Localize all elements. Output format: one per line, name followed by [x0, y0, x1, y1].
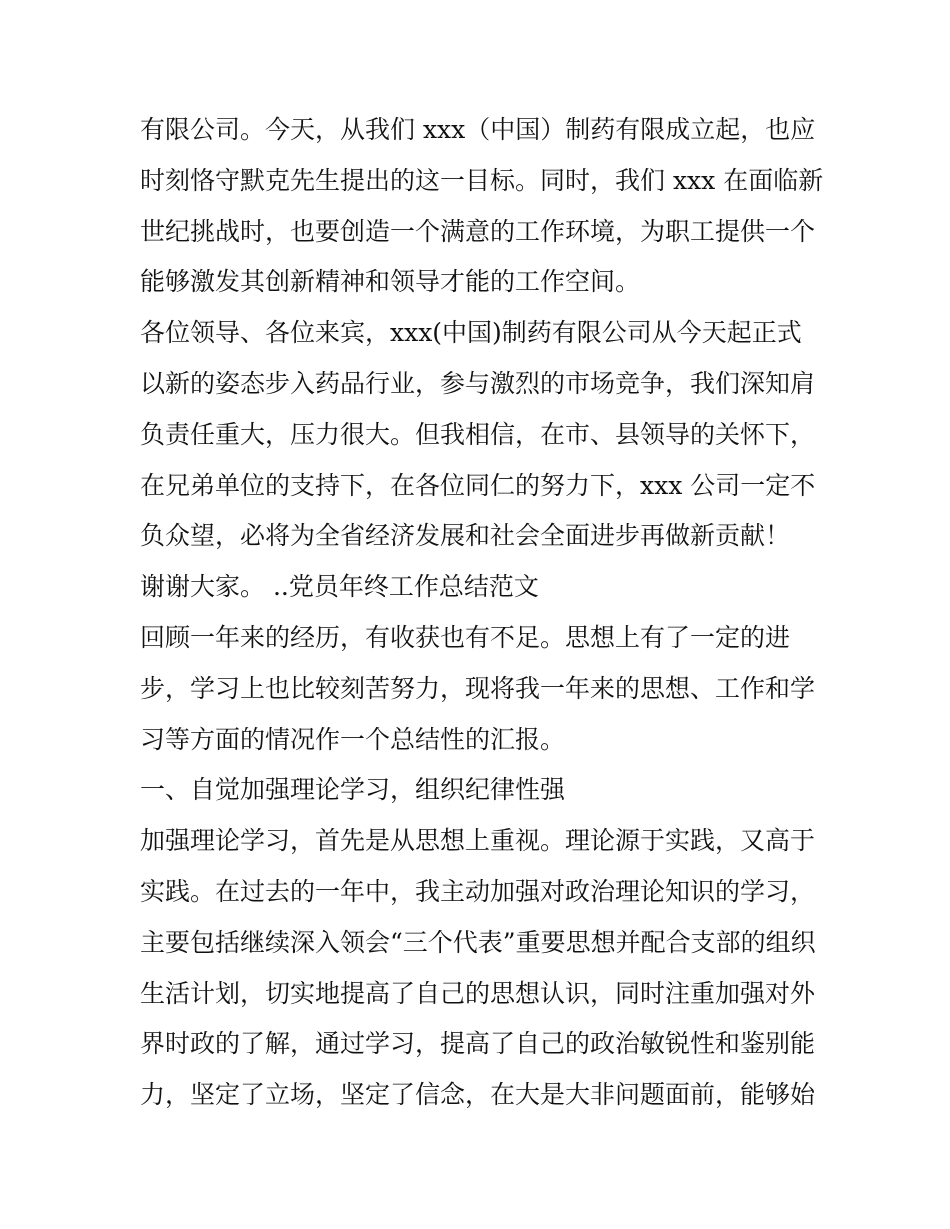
section-heading: 一、自觉加强理论学习，组织纪律性强 — [140, 775, 566, 805]
text-line: 界时政的了解，通过学习，提高了自己的政治敏锐性和鉴别能 — [140, 1029, 816, 1059]
text-line: 步，学习上也比较刻苦努力，现将我一年来的思想、工作和学 — [140, 673, 816, 703]
text-line: 负责任重大，压力很大。但我相信，在市、县领导的关怀下， — [140, 419, 816, 449]
text-line: 有限公司。今天，从我们 xxx（中国）制药有限成立起，也应 — [140, 115, 816, 144]
text-line: 能够激发其创新精神和领导才能的工作空间。 — [140, 267, 641, 297]
text-line: 习等方面的情况作一个总结性的汇报。 — [140, 724, 566, 754]
text-line: 在兄弟单位的支持下，在各位同仁的努力下，xxx 公司一定不 — [140, 470, 816, 500]
text-line: 加强理论学习，首先是从思想上重视。理论源于实践，又高于 — [140, 826, 816, 856]
text-line: 主要包括继续深入领会“三个代表”重要思想并配合支部的组织 — [140, 927, 816, 957]
text-line: 生活计划，切实地提高了自己的思想认识，同时注重加强对外 — [140, 978, 816, 1008]
text-line: 负众望，必将为全省经济发展和社会全面进步再做新贡献！ — [140, 521, 791, 551]
text-line: 力，坚定了立场，坚定了信念，在大是大非问题面前，能够始 — [140, 1080, 816, 1110]
text-line: 谢谢大家。 ..党员年终工作总结范文 — [140, 572, 539, 602]
text-line: 实践。在过去的一年中，我主动加强对政治理论知识的学习， — [140, 876, 816, 906]
text-line: 各位领导、各位来宾，xxx(中国)制药有限公司从今天起正式 — [140, 318, 802, 348]
text-line: 以新的姿态步入药品行业，参与激烈的市场竞争，我们深知肩 — [140, 368, 816, 398]
document-body — [140, 105, 830, 1121]
text-line: 世纪挑战时，也要创造一个满意的工作环境，为职工提供一个 — [140, 216, 816, 246]
text-line: 回顾一年来的经历，有收获也有不足。思想上有了一定的进 — [140, 622, 791, 652]
text-line: 时刻恪守默克先生提出的这一目标。同时，我们 xxx 在面临新 — [140, 165, 824, 195]
